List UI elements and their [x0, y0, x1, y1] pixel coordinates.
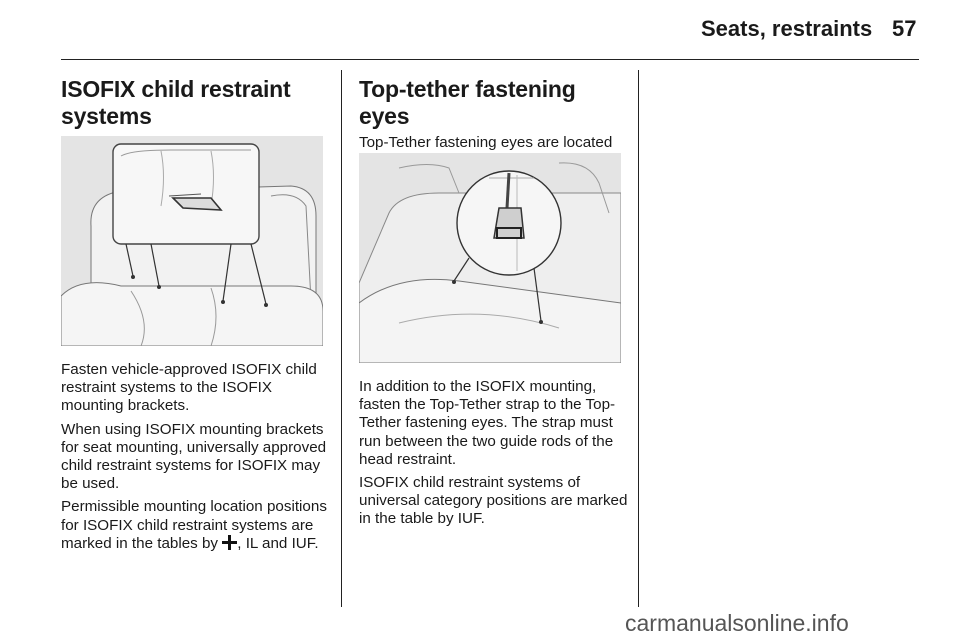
- running-header-title: Seats, restraints: [701, 16, 873, 41]
- isofix-paragraph-3-suffix: , IL and IUF.: [237, 534, 319, 552]
- isofix-paragraph-3-text: Permissible mounting location positions for ISOFIX child restraint systems are marked in the tables by: [61, 498, 327, 552]
- page-number: 57: [892, 16, 917, 41]
- top-tether-intro: Top-Tether fastening eyes are located: [359, 134, 613, 151]
- isofix-heading: ISOFIX child restraint systems: [61, 76, 291, 129]
- isofix-section: [61, 76, 329, 130]
- isofix-body: [61, 361, 331, 553]
- isofix-paragraph-1: Fasten vehicle-approved ISOFIX child restraint systems to the ISOFIX mounting brackets.: [61, 361, 317, 415]
- top-tether-heading: Top-tether fastening eyes: [359, 76, 576, 129]
- top-tether-seat-illustration: [359, 153, 621, 363]
- header-divider: [61, 59, 919, 60]
- isofix-paragraph-2: When using ISOFIX mounting brackets for seat mounting, universally approved child restraint systems for ISOFIX may be used.: [61, 420, 327, 493]
- column-divider-left: [341, 70, 342, 607]
- cross-icon: [222, 535, 237, 550]
- top-tether-paragraph-1: In addition to the ISOFIX mounting, fasten the Top-Tether strap to the Top-Tether fastening eyes. The strap must run between the two guide rods of the head restraint.: [359, 378, 616, 468]
- watermark: carmanualsonline.info: [625, 610, 849, 636]
- column-divider-right: [638, 70, 639, 607]
- top-tether-paragraph-2: ISOFIX child restraint systems of universal category positions are marked in the table by IUF.: [359, 474, 628, 528]
- top-tether-body: [359, 378, 629, 529]
- isofix-paragraph-3: [61, 498, 331, 553]
- isofix-seat-illustration: [61, 136, 323, 346]
